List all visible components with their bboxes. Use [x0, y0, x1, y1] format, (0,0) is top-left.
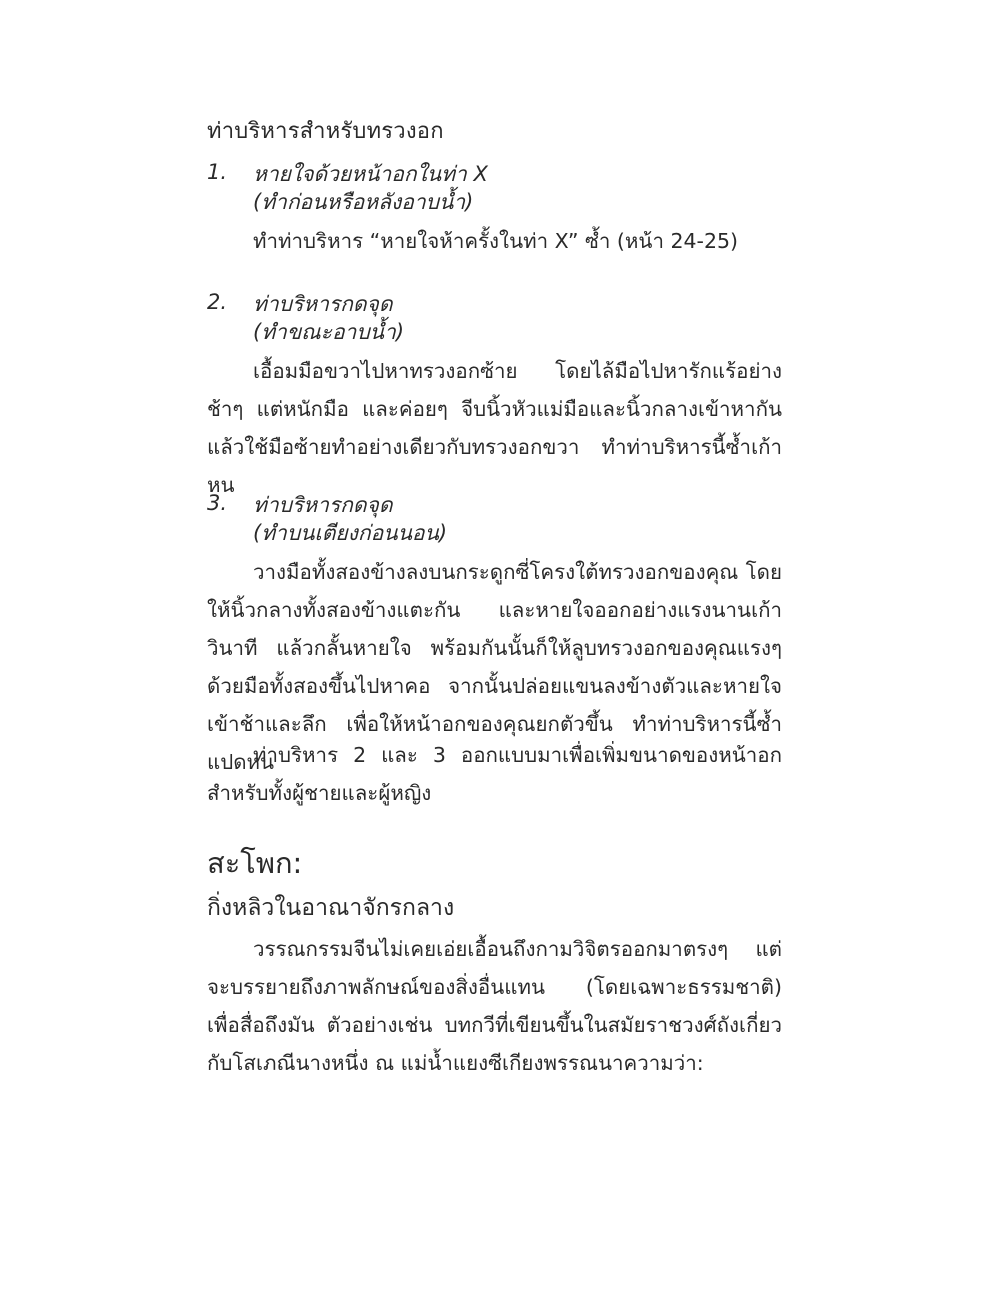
exercise-description: เอื้อมมือขวาไปหาทรวงอกซ้าย โดยไล้มือไปหารักแร้อย่างช้าๆ แต่หนักมือ และค่อยๆ จีบนิ้วหัวแม่มือและนิ้วกลางเข้าหากัน แล้วใช้มือซ้ายทำอย่างเดียวกับทรวงอกขวา ทำท่าบริหารนี้ซ้ำเก้าหน — [207, 359, 782, 497]
exercise-description: วางมือทั้งสองข้างลงบนกระดูกซี่โครงใต้ทรวงอกของคุณ โดยให้นิ้วกลางทั้งสองข้างแตะกัน และหายใจออกอย่างแรงนานเก้าวินาที แล้วกลั้นหายใจ พร้อมกันนั้นก็ให้ลูบทรวงอกของคุณแรงๆ ด้วยมือทั้งสองขึ้นไปหาคอ จากนั้นปล่อยแขนลงข้างตัวและหายใจเข้าช้าและลึก เพื่อให้หน้าอกของคุณยกตัวขึ้น ทำท่าบริหารนี้ซ้ำแปดหน — [207, 560, 782, 774]
exercise-description: ทำท่าบริหาร “หายใจห้าครั้งในท่า X” ซ้ำ (หน้า 24-25) — [253, 229, 739, 253]
exercise-subtitle: (ทำก่อนหรือหลังอาบน้ำ) — [253, 190, 474, 214]
chapter-subtitle: กิ่งหลิวในอาณาจักรกลาง — [207, 895, 455, 921]
exercise-number: 3. — [207, 491, 228, 515]
chapter-body — [207, 930, 782, 1082]
closing-paragraph: ท่าบริหาร 2 และ 3 ออกแบบมาเพื่อเพิ่มขนาดของหน้าอกสำหรับทั้งผู้ชายและผู้หญิง — [207, 743, 782, 805]
chapter-title: สะโพก: — [207, 846, 303, 880]
closing-note — [207, 736, 782, 812]
exercise-item-1 — [207, 160, 782, 260]
exercise-title: หายใจด้วยหน้าอกในท่า X — [253, 162, 488, 186]
exercise-subtitle: (ทำขณะอาบน้ำ) — [253, 320, 405, 344]
exercise-number: 2. — [207, 290, 228, 314]
exercise-title: ท่าบริหารกดจุด — [253, 493, 393, 517]
exercise-titles — [253, 491, 447, 547]
exercise-heading — [207, 491, 782, 547]
chapter-paragraph: วรรณกรรมจีนไม่เคยเอ่ยเอื้อนถึงกามวิจิตรออกมาตรงๆ แต่จะบรรยายถึงภาพลักษณ์ของสิ่งอื่นแทน (โดยเฉพาะธรรมชาติ) เพื่อสื่อถึงมัน ตัวอย่างเช่น บทกวีที่เขียนขึ้นในสมัยราชวงศ์ถังเกี่ยวกับโสเภณีนางหนึ่ง ณ แม่น้ำแยงซีเกียงพรรณนาความว่า: — [207, 937, 782, 1075]
exercise-titles — [253, 290, 404, 346]
exercise-item-2 — [207, 290, 782, 504]
exercise-subtitle: (ทำบนเตียงก่อนนอน) — [253, 521, 448, 545]
exercise-titles — [253, 160, 488, 216]
section-title: ท่าบริหารสำหรับทรวงอก — [207, 119, 444, 144]
exercise-number: 1. — [207, 160, 228, 184]
exercise-heading — [207, 160, 782, 216]
exercise-heading — [207, 290, 782, 346]
exercise-title: ท่าบริหารกดจุด — [253, 292, 393, 316]
